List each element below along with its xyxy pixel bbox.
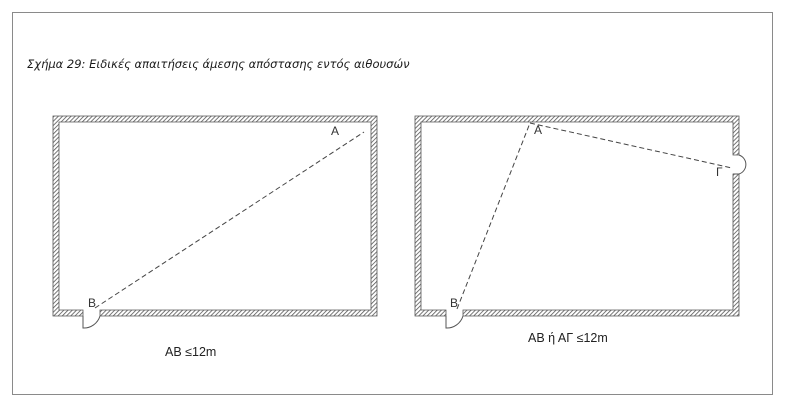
room-right <box>415 116 746 345</box>
room-left-door <box>83 316 100 328</box>
room-right-wall <box>415 116 739 316</box>
room-right-distance-ag <box>530 123 732 168</box>
room-right-door-side <box>739 155 746 174</box>
room-right-formula: AB ή ΑΓ ≤12m <box>528 331 608 345</box>
room-right-point-g: Γ <box>716 165 723 179</box>
room-right-distance-ab <box>457 123 530 309</box>
room-right-door-bottom <box>446 316 463 328</box>
room-left-formula: AB ≤12m <box>165 345 217 359</box>
room-left-wall <box>53 116 377 316</box>
room-left-distance-ab <box>95 132 364 308</box>
room-left-point-a: A <box>331 124 340 138</box>
figure-caption: Σχήμα 29: Ειδικές απαιτήσεις άμεσης απόστασης εντός αιθουσών <box>27 57 410 71</box>
room-right-point-b: B <box>450 296 459 310</box>
room-left <box>53 116 377 359</box>
room-left-point-b: B <box>88 296 97 310</box>
room-right-point-a: A <box>534 123 543 137</box>
